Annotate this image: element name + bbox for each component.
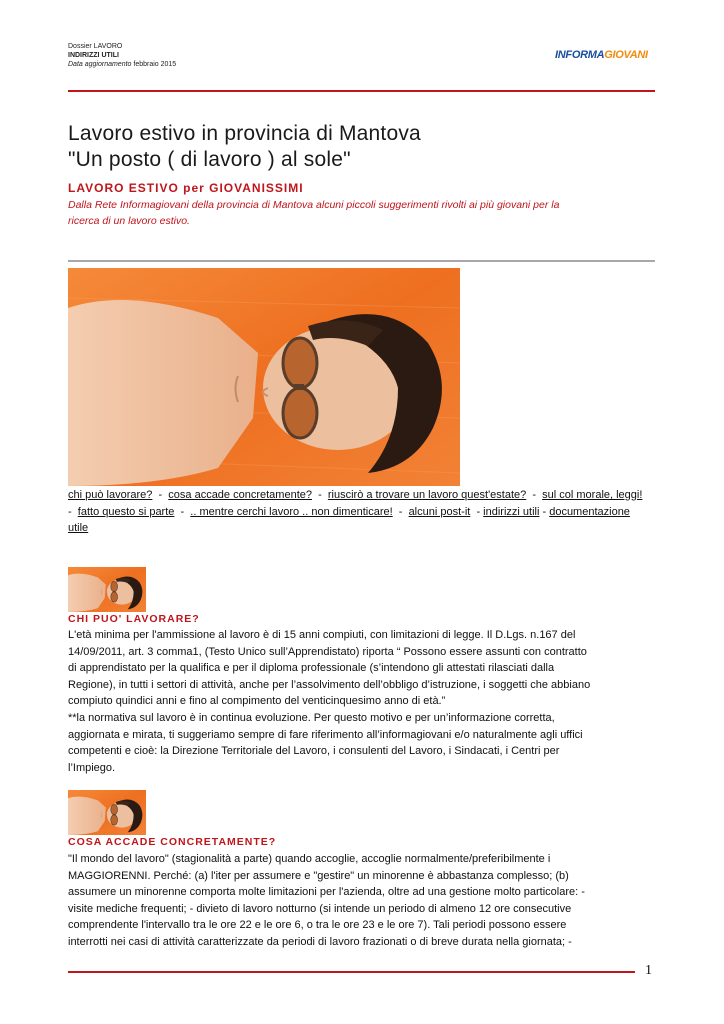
section-1-line: Regione), in tutti i settori di attività, anche per l’assolvimento dell’obbligo d’istruzione, i soggetti che abbiano [68,678,591,691]
page-subtitle: LAVORO ESTIVO per GIOVANISSIMI [68,181,304,195]
sunbather-thumb-2 [68,790,146,835]
section-1-line: di apprendistato per la qualifica e per il diploma professionale (s’intendono gli attestati rilasciati dalla [68,662,555,675]
section-2-heading: COSA ACCADE CONCRETAMENTE? [68,836,277,848]
section-1-line: **la normativa sul lavoro è in continua evoluzione. Per questo motivo e per un’informazione corretta, [68,711,555,724]
nav-link-sul-col-morale[interactable]: sul col morale, leggi! [542,489,643,501]
section-2-thumbnail [68,790,146,835]
section-1-heading: CHI PUO' LAVORARE? [68,613,200,625]
section-1-thumbnail [68,567,146,612]
section-2-line: comprendente l'intervallo tra le ore 22 e le ore 6, o tra le ore 23 e le ore 7). Tali periodi possono essere [68,919,567,932]
intro-text [68,197,653,229]
header-divider [68,90,655,92]
nav-link-chi-puo-lavorare[interactable]: chi può lavorare? [68,489,153,501]
intro-line-2: ricerca di un lavoro estivo. [68,215,190,227]
header-update [68,60,176,69]
logo-informa: INFORMA [555,49,605,61]
section-1-line: L'età minima per l'ammissione al lavoro è di 15 anni compiuti, con limitazioni di legge. Il D.Lgs. n.167 del [68,629,576,641]
section-1-body [68,627,653,776]
nav-link-documentazione[interactable]: documentazione utile [68,505,630,534]
section-2-line: visite mediche frequenti; - divieto di lavoro notturno (si intende un periodo di almeno 12 ore consecutive [68,902,572,915]
section-1-line: competenti e cioè: la Direzione Territoriale del Lavoro, i consulenti del Lavoro, i Sindacati, i Centri per [68,745,560,758]
section-1-line: compiuto quindici anni e fino al compimento del venticinquesimo anno di età.” [68,695,446,708]
section-2-line: MAGGIORENNI. Perché: (a) l'iter per assumere e "gestire" un minorenne è abbastanza complesso; (b) [68,869,569,882]
section-2-line: interrotti nei casi di attività caratterizzate da periodi di lavoro frazionati o di breve durata nella giornata; - [68,935,572,948]
page-number: 1 [645,963,652,978]
intro-line-1: Dalla Rete Informagiovani della provincia di Mantova alcuni piccoli suggerimenti rivolti ai più giovani per la [68,199,560,211]
header-update-value: febbraio 2015 [131,61,177,68]
nav-link-fatto-questo[interactable]: fatto questo si parte [77,505,175,518]
logo-giovani: GIOVANI [604,49,648,61]
section-2-line: "Il mondo del lavoro" (stagionalità a parte) quando accoglie, accoglie normalmente/preferibilmente i [68,853,551,865]
section-1-line: l’Impiego. [68,761,116,774]
nav-link-riusciro[interactable]: riuscirò a trovare un lavoro quest'estate? [327,489,527,501]
sunbather-thumb-1 [68,567,146,612]
sunbather-image [68,268,460,486]
header-dossier: Dossier LAVORO [68,43,123,50]
document-header [68,42,176,69]
section-1-line: aggiornata e mirata, ti suggeriamo sempre di fare riferimento all’informagiovani e/o naturalmente agli uffici [68,728,583,741]
nav-link-mentre-cerchi[interactable]: .. mentre cerchi lavoro .. non dimenticare! [190,505,393,518]
section-1-line: 14/09/2011, art. 3 comma1, (Testo Unico sull’Apprendistato) riporta “ Possono essere assunti con contratto [68,645,587,658]
hero-photo [68,268,460,486]
page-title [68,121,421,173]
header-section: INDIRIZZI UTILI [68,52,119,59]
informagiovani-logo [555,49,648,61]
footer-divider [68,971,635,973]
section-navigation: chi può lavorare? - cosa accade concretamente? - riuscirò a trovare un lavoro quest'estate? - sul col morale, leggi! - fatto questo si parte - .. mentre cerchi lavoro .. non dimenticare! - alcuni post-it - indirizzi utili - documentazione utile [68,489,646,534]
intro-divider [68,260,655,262]
nav-link-cosa-accade[interactable]: cosa accade concretamente? [168,489,312,501]
title-line-1: Lavoro estivo in provincia di Mantova [68,122,421,145]
nav-link-indirizzi-utili[interactable]: indirizzi utili [483,505,540,518]
section-2-line: assumere un minorenne comporta molte limitazioni per l'azienda, oltre ad una gestione molto particolare: - [68,886,585,899]
title-line-2: "Un posto ( di lavoro ) al sole" [68,148,351,171]
header-update-label: Data aggiornamento [68,61,132,68]
section-2-body [68,851,653,951]
nav-link-post-it[interactable]: alcuni post-it [408,505,471,518]
